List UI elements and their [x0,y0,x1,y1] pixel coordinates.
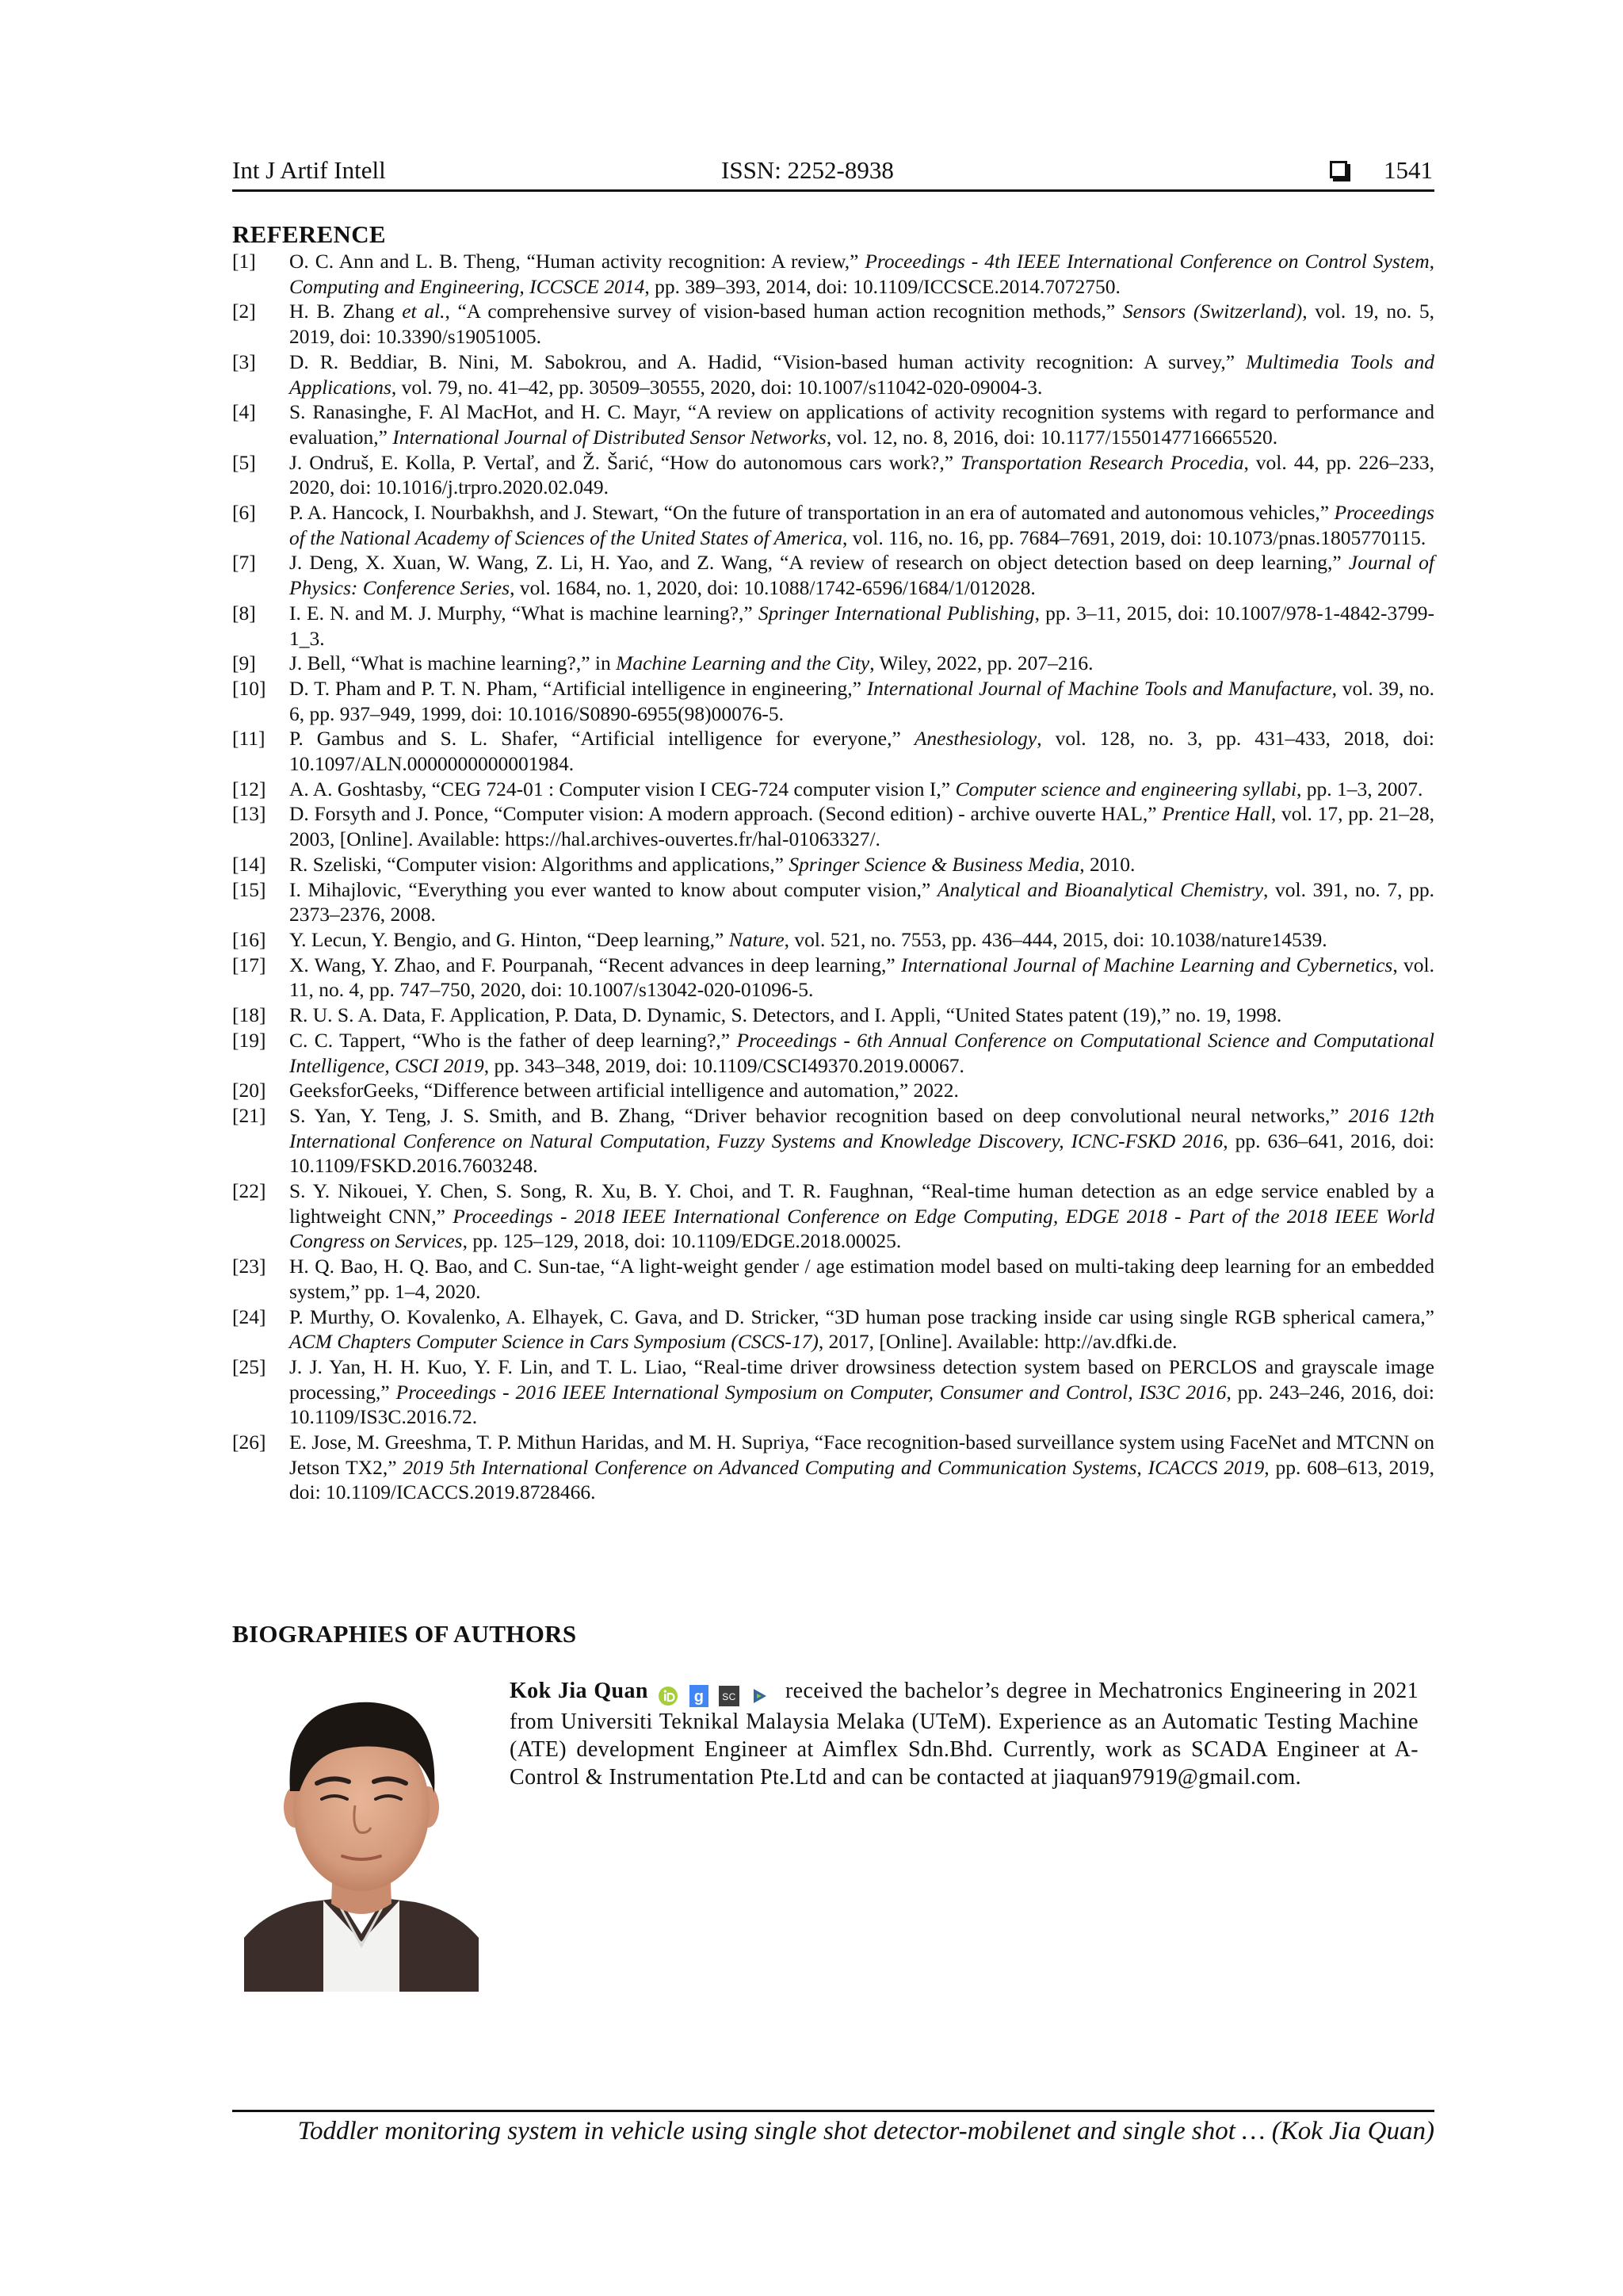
reference-venue: International Journal of Distributed Sensor Networks [392,425,827,449]
reference-text [289,350,1434,399]
reference-segment: S. Y. Nikouei, Y. Chen, S. Song, R. Xu, B. Y. Choi, and T. R. Faughnan, “Real-time human detection as an edge service enabled by a lightweight CNN,” [289,1179,1434,1228]
reference-venue: Prentice Hall [1162,802,1271,826]
reference-text [289,249,1434,299]
reference-segment: D. R. Beddiar, B. Nini, M. Sabokrou, and A. Hadid, “Vision-based human activity recognition: A survey,” [289,350,1247,373]
reference-item [232,877,1434,927]
reference-segment: , vol. 1684, no. 1, 2020, doi: 10.1088/1742-6596/1684/1/012028. [510,576,1036,600]
reference-item [232,500,1434,550]
author-bio [510,1677,1419,1791]
reference-segment: P. A. Hancock, I. Nourbakhsh, and J. Stewart, “On the future of transportation in an era of automated and autonomous vehicles,” [289,501,1335,525]
page-number: 1541 [1384,156,1433,184]
reference-item [232,726,1434,776]
reference-text [289,777,1434,802]
reference-venue: International Journal of Machine Tools and Manufacture [866,676,1332,700]
reference-item [232,1003,1434,1028]
reference-number: [9] [232,651,256,675]
reference-number: [11] [232,727,265,751]
journal-name: Int J Artif Intell [232,156,386,184]
reference-number: [2] [232,300,256,323]
reference-item [232,777,1434,802]
reference-text [289,1354,1434,1430]
reference-segment: , pp. 3–11, 2015, doi: 10.1007/978-1-4842-3799-1_3. [289,601,1435,650]
reference-number: [6] [232,501,256,525]
reference-venue: Anesthesiology [914,727,1037,751]
reference-venue: Proceedings - 4th IEEE International Conference on Control System, Computing and Engineering, ICCSCE 2014 [289,250,1434,298]
reference-segment: Y. Lecun, Y. Bengio, and G. Hinton, “Deep learning,” [289,927,729,951]
reference-text [289,550,1434,600]
reference-venue: Machine Learning and the City [616,651,870,675]
reference-number: [15] [232,877,266,901]
reference-text [289,1078,1434,1103]
reference-number: [4] [232,400,256,424]
reference-segment: H. B. Zhang [289,300,403,323]
reference-number: [26] [232,1431,266,1454]
checkbox-square-icon [1330,161,1347,178]
publons-icon[interactable] [750,1687,769,1706]
reference-item [232,1305,1434,1354]
biographies-heading: BIOGRAPHIES OF AUTHORS [232,1620,577,1648]
reference-segment: D. T. Pham and P. T. N. Pham, “Artificial intelligence in engineering,” [289,676,867,700]
reference-venue: 2019 5th International Conference on Advanced Computing and Communication Systems, ICACCS 2019 [403,1455,1265,1479]
reference-segment: , pp. 636–641, 2016, doi: 10.1109/FSKD.2016.7603248. [289,1129,1434,1178]
reference-item [232,651,1434,676]
reference-text [289,927,1434,953]
references-heading: REFERENCE [232,220,386,248]
reference-text [289,1179,1434,1254]
reference-number: [14] [232,852,266,876]
reference-segment: , pp. 243–246, 2016, doi: 10.1109/IS3C.2016.72. [289,1380,1434,1429]
reference-text [289,651,1434,676]
reference-item [232,350,1434,399]
reference-item [232,1254,1434,1304]
reference-segment: C. C. Tappert, “Who is the father of deep learning?,” [289,1028,737,1052]
reference-number: [25] [232,1354,266,1378]
reference-item [232,1028,1434,1078]
reference-segment: GeeksforGeeks, “Difference between artificial intelligence and automation,” 2022. [289,1079,959,1102]
reference-segment: , vol. 39, no. 6, pp. 937–949, 1999, doi: 10.1016/S0890-6955(98)00076-5. [289,676,1434,725]
reference-text [289,676,1434,726]
reference-segment: J. Deng, X. Xuan, W. Wang, Z. Li, H. Yao, and Z. Wang, “A review of research on object detection based on deep learning,” [289,551,1349,575]
reference-text [289,601,1434,651]
reference-text [289,877,1434,927]
reference-item [232,1179,1434,1254]
reference-text [289,852,1434,877]
reference-text [289,953,1434,1003]
reference-segment: D. Forsyth and J. Ponce, “Computer vision: A modern approach. (Second edition) - archive ouverte HAL,” [289,802,1163,826]
reference-segment: H. Q. Bao, H. Q. Bao, and C. Sun-tae, “A light-weight gender / age estimation model based on multi-taking deep learning for an embedded system,” pp. 1–4, 2020. [289,1255,1434,1303]
reference-number: [3] [232,350,256,373]
reference-number: [8] [232,601,256,625]
reference-segment: J. Bell, “What is machine learning?,” in [289,651,617,675]
reference-item [232,1354,1434,1430]
issn: ISSN: 2252-8938 [721,156,894,184]
reference-number: [16] [232,927,266,951]
author-photo [244,1672,479,1992]
reference-segment: , vol. 391, no. 7, pp. 2373–2376, 2008. [289,877,1434,926]
footer-divider [232,2110,1434,2112]
reference-number: [12] [232,777,266,800]
reference-venue: ACM Chapters Computer Science in Cars Symposium (CSCS-17) [289,1330,819,1354]
reference-text [289,1254,1434,1304]
reference-segment: , vol. 116, no. 16, pp. 7684–7691, 2019, doi: 10.1073/pnas.1805770115. [842,525,1426,549]
author-profile-badges [658,1680,773,1708]
reference-segment: , vol. 12, no. 8, 2016, doi: 10.1177/1550147716665520. [826,425,1278,449]
running-footer: Toddler monitoring system in vehicle using single shot detector-mobilenet and single shot … (Kok Jia Quan) [297,2117,1434,2145]
reference-number: [24] [232,1305,266,1328]
google-scholar-icon[interactable] [689,1685,708,1707]
reference-text [289,1028,1434,1078]
reference-number: [13] [232,802,266,826]
reference-segment: I. E. N. and M. J. Murphy, “What is machine learning?,” [289,601,758,625]
reference-venue: Proceedings - 2018 IEEE International Conference on Edge Computing, EDGE 2018 - Part of the 2018 IEEE World Congress on Services [289,1204,1434,1253]
reference-segment: , pp. 608–613, 2019, doi: 10.1109/ICACCS.2019.8728466. [289,1455,1434,1504]
reference-text [289,500,1434,550]
running-header [232,152,1434,189]
reference-venue: Springer International Publishing [758,601,1035,625]
reference-segment: , vol. 11, no. 4, pp. 747–750, 2020, doi: 10.1007/s13042-020-01096-5. [289,953,1434,1002]
reference-number: [5] [232,450,256,474]
reference-number: [17] [232,953,266,976]
reference-segment: , vol. 128, no. 3, pp. 431–433, 2018, doi: 10.1097/ALN.0000000000001984. [289,727,1434,776]
reference-text [289,1305,1434,1354]
reference-number: [20] [232,1079,266,1102]
reference-item [232,1078,1434,1103]
reference-item [232,249,1434,299]
reference-item [232,927,1434,953]
reference-segment: A. A. Goshtasby, “CEG 724-01 : Computer vision I CEG-724 computer vision I,” [289,777,956,800]
reference-segment: R. U. S. A. Data, F. Application, P. Data, D. Dynamic, S. Detectors, and I. Appli, “United States patent (19),” no. 19, 1998. [289,1003,1282,1027]
reference-segment: , pp. 389–393, 2014, doi: 10.1109/ICCSCE.2014.7072750. [644,274,1121,298]
reference-venue: Proceedings - 6th Annual Conference on Computational Science and Computational Intelligence, CSCI 2019 [289,1028,1434,1077]
reference-venue: Multimedia Tools and Applications [289,350,1434,399]
reference-item [232,550,1434,600]
reference-venue: International Journal of Machine Learning and Cybernetics [901,953,1393,976]
reference-item [232,852,1434,877]
reference-segment: R. Szeliski, “Computer vision: Algorithms and applications,” [289,852,789,876]
reference-venue: Springer Science & Business Media [789,852,1080,876]
author-portrait-icon [244,1672,479,1992]
reference-segment: , pp. 343–348, 2019, doi: 10.1109/CSCI49370.2019.00067. [483,1053,964,1077]
reference-text [289,450,1434,500]
reference-segment: , 2010. [1079,852,1136,876]
reference-segment: , pp. 1–3, 2007. [1296,777,1423,800]
reference-venue: Proceedings of the National Academy of Sciences of the United States of America [289,501,1434,549]
author-name: Kok Jia Quan [510,1679,648,1703]
reference-venue: Computer science and engineering syllabi [955,777,1297,800]
reference-text [289,1430,1434,1505]
reference-item [232,450,1434,500]
reference-segment: , 2017, [Online]. Available: http://av.dfki.de. [818,1330,1178,1354]
reference-segment: P. Gambus and S. L. Shafer, “Artificial intelligence for everyone,” [289,727,915,751]
reference-venue: Transportation Research Procedia [960,450,1244,474]
reference-segment: O. C. Ann and L. B. Theng, “Human activity recognition: A review,” [289,250,865,273]
reference-number: [18] [232,1003,266,1027]
reference-text [289,1003,1434,1028]
reference-text [289,801,1434,851]
reference-number: [21] [232,1103,266,1127]
reference-text [289,299,1434,349]
reference-item [232,953,1434,1003]
reference-segment: J. J. Yan, H. H. Kuo, Y. F. Lin, and T. L. Liao, “Real-time driver drowsiness detection system based on PERCLOS and grayscale image processing,” [289,1354,1434,1404]
scopus-icon[interactable] [719,1686,739,1706]
header-divider [232,189,1434,192]
reference-item [232,1430,1434,1505]
reference-segment: , vol. 79, no. 41–42, pp. 30509–30555, 2020, doi: 10.1007/s11042-020-09004-3. [391,375,1043,399]
reference-segment: I. Mihajlovic, “Everything you ever wanted to know about computer vision,” [289,877,938,901]
reference-number: [22] [232,1179,266,1203]
reference-segment: , vol. 19, no. 5, 2019, doi: 10.3390/s19051005. [289,300,1435,349]
reference-segment: S. Yan, Y. Teng, J. S. Smith, and B. Zhang, “Driver behavior recognition based on deep convolutional neural networks,” [289,1103,1349,1127]
reference-segment: P. Murthy, O. Kovalenko, A. Elhayek, C. Gava, and D. Stricker, “3D human pose tracking inside car using single RGB spherical camera,” [289,1305,1434,1328]
reference-number: [19] [232,1028,266,1052]
reference-number: [1] [232,250,256,273]
reference-segment: J. Ondruš, E. Kolla, P. Vertaľ, and Ž. Šarić, “How do autonomous cars work?,” [289,450,961,474]
reference-venue: 2016 12th International Conference on Natural Computation, Fuzzy Systems and Knowledge Discovery, ICNC-FSKD 2016 [289,1103,1434,1152]
reference-venue: Proceedings - 2016 IEEE International Symposium on Computer, Consumer and Control, IS3C 2016 [395,1380,1227,1404]
reference-segment: , pp. 125–129, 2018, doi: 10.1109/EDGE.2018.00025. [462,1229,902,1253]
reference-venue: Journal of Physics: Conference Series [289,551,1434,600]
reference-item [232,399,1434,449]
reference-segment: , Wiley, 2022, pp. 207–216. [869,651,1094,675]
svg-text:SC: SC [722,1690,736,1702]
reference-segment: , “A comprehensive survey of vision-based human action recognition methods,” [445,300,1123,323]
reference-number: [10] [232,676,266,700]
reference-venue: Analytical and Bioanalytical Chemistry [937,877,1264,901]
reference-item [232,1103,1434,1179]
reference-segment: , vol. 521, no. 7553, pp. 436–444, 2015, doi: 10.1038/nature14539. [784,927,1327,951]
author-bio-text: received the bachelor’s degree in Mechatronics Engineering in 2021 from Universiti Teknikal Malaysia Melaka (UTeM). Experience as an Automatic Testing Machine (ATE) development Engineer at Aimflex Sdn.Bhd. Currently, work as SCADA Engineer at A-Control & Instrumentation Pte.Ltd and can be contacted at jiaquan97919@gmail.com. [510,1679,1419,1790]
reference-venue: et al. [402,300,445,323]
reference-segment: X. Wang, Y. Zhao, and F. Pourpanah, “Recent advances in deep learning,” [289,953,902,976]
reference-segment: , vol. 44, pp. 226–233, 2020, doi: 10.1016/j.trpro.2020.02.049. [289,450,1434,499]
reference-item [232,601,1434,651]
orcid-icon[interactable] [658,1686,678,1706]
reference-venue: Sensors (Switzerland) [1122,300,1303,323]
reference-text [289,399,1434,449]
reference-number: [23] [232,1255,266,1278]
reference-venue: Nature [728,927,785,951]
svg-text:g: g [693,1687,705,1706]
reference-item [232,801,1434,851]
reference-item [232,676,1434,726]
reference-text [289,1103,1434,1179]
reference-item [232,299,1434,349]
reference-segment: S. Ranasinghe, F. Al MacHot, and H. C. Mayr, “A review on applications of activity recognition systems with regard to performance and evaluation,” [289,400,1434,449]
reference-segment: E. Jose, M. Greeshma, T. P. Mithun Haridas, and M. H. Supriya, “Face recognition-based surveillance system using FaceNet and MTCNN on Jetson TX2,” [289,1431,1434,1479]
reference-number: [7] [232,551,256,575]
reference-text [289,726,1434,776]
reference-list [232,249,1434,1505]
reference-segment: , vol. 17, pp. 21–28, 2003, [Online]. Available: https://hal.archives-ouvertes.fr/hal-01063327/. [289,802,1434,851]
